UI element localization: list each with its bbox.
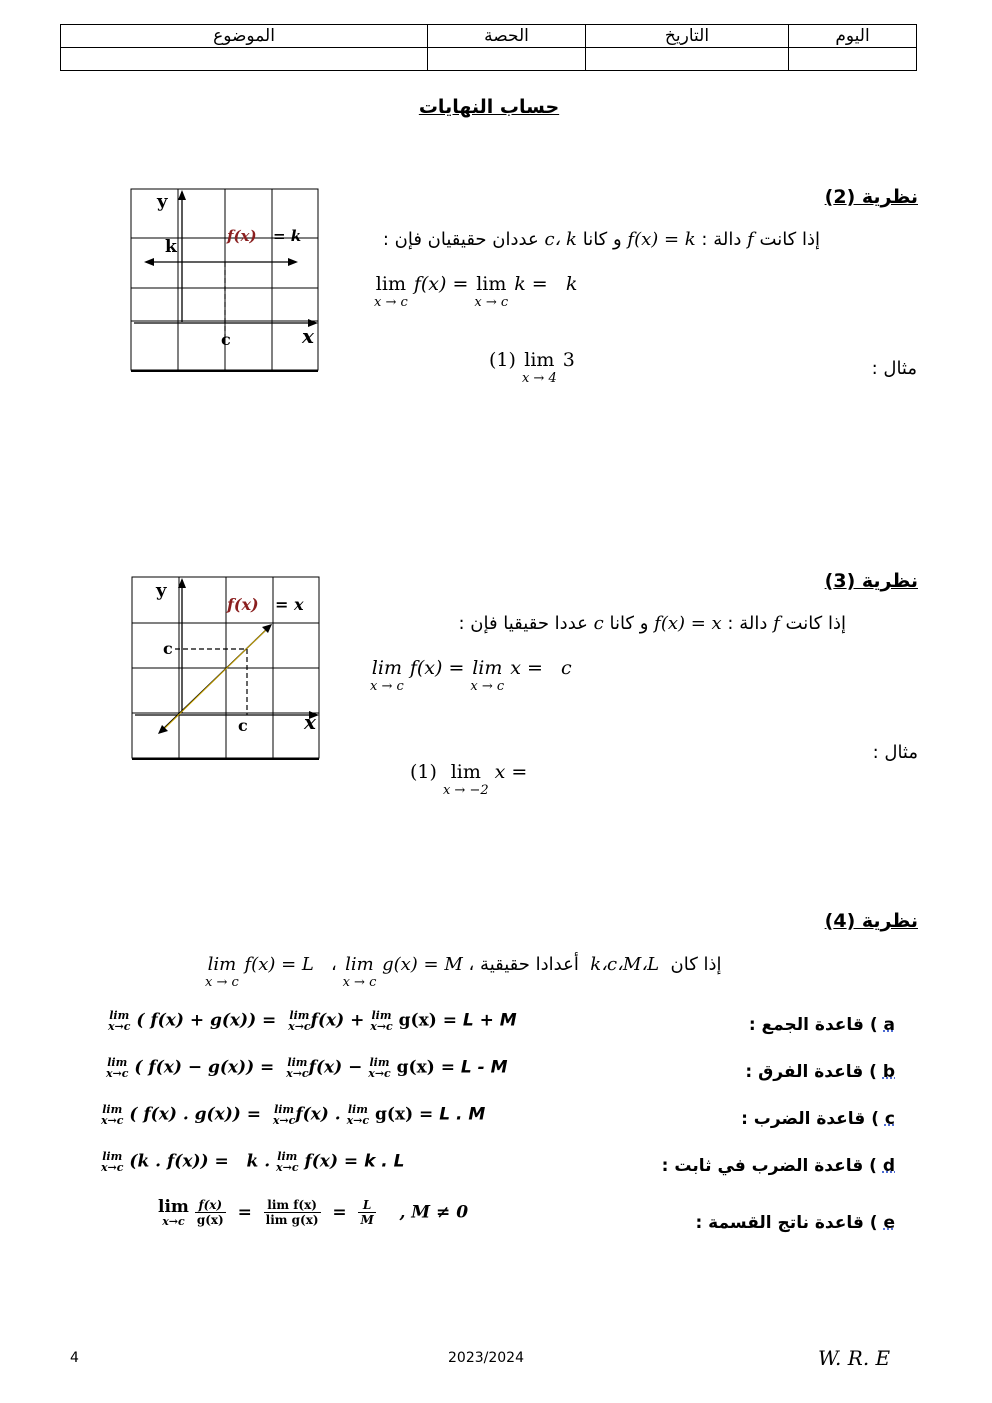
header-table bbox=[60, 24, 917, 71]
rule-c-label: c ) قاعدة الضرب : bbox=[741, 1109, 895, 1129]
footer-year: 2023/2024 bbox=[448, 1350, 524, 1366]
theorem2-statement: إذا كانت f دالة : f(x) = k و كانا c، k عددان حقيقيان فإن : bbox=[382, 229, 820, 250]
theorem2-graph-eq-label: = k bbox=[273, 227, 302, 245]
header-date-value bbox=[586, 48, 789, 71]
theorem3-graph-eq-label: = x bbox=[275, 595, 304, 614]
theorem3-example-label: مثال : bbox=[872, 742, 918, 763]
theorem2-graph-k-label: k bbox=[165, 237, 177, 257]
theorem3-formula: lim x → c f(x) = lim x → c x = c bbox=[370, 657, 572, 694]
theorem2-example: (1) lim x → 4 3 bbox=[489, 349, 575, 386]
header-topic-value bbox=[61, 48, 428, 71]
rule-b-label: b ) قاعدة الفرق : bbox=[745, 1062, 895, 1082]
theorem2-graph-c-label: c bbox=[221, 330, 231, 349]
theorem2-graph bbox=[130, 188, 322, 374]
footer-author: W. R. E bbox=[818, 1346, 891, 1370]
theorem2-graph-fx-label: f(x) bbox=[227, 227, 257, 245]
header-topic: الموضوع bbox=[61, 25, 428, 48]
theorem2-graph-y-label: y bbox=[157, 191, 168, 212]
rule-d-formula: lim x→c (k . f(x)) = k . lim x→c f(x) = k . L bbox=[101, 1150, 405, 1174]
theorem3-example: (1) lim x → −2 x = bbox=[410, 761, 528, 798]
rule-e-formula: lim x→c $\frac{f(x)}{g(x)}$ = $\frac{\text{lim f(x)}}{\text{lim g(x)}}$ = $\frac{L}{M}$ , M ≠ 0 bbox=[158, 1196, 469, 1228]
theorem4-condition: lim x → c f(x) = L ، lim x → c g(x) = M أعدادا حقيقية ، k،c،M،L إذا كان bbox=[205, 954, 722, 990]
rule-b-formula: lim x→c ( f(x) − g(x)) = lim x→c f(x) − lim x→c g(x) = L - M bbox=[106, 1056, 508, 1080]
theorem2-heading: نظرية (2) bbox=[824, 186, 918, 208]
header-session: الحصة bbox=[428, 25, 586, 48]
rule-e-label: e ) قاعدة ناتج القسمة : bbox=[695, 1213, 895, 1233]
theorem2-example-label: مثال : bbox=[871, 358, 917, 379]
theorem3-graph-c1-label: c bbox=[163, 639, 173, 658]
header-date: التاريخ bbox=[586, 25, 789, 48]
page-title: حساب النهايات bbox=[418, 96, 560, 118]
theorem3-graph-x-label: x bbox=[304, 710, 316, 734]
rule-c-formula: lim x→c ( f(x) . g(x)) = lim x→c f(x) . lim x→c g(x) = L . M bbox=[101, 1103, 486, 1127]
rule-d-label: d ) قاعدة الضرب في ثابت : bbox=[661, 1156, 895, 1176]
theorem4-heading: نظرية (4) bbox=[824, 910, 918, 932]
header-day-value bbox=[789, 48, 917, 71]
theorem3-graph bbox=[131, 576, 323, 762]
theorem2-graph-x-label: x bbox=[302, 324, 314, 348]
footer-page-number: 4 bbox=[70, 1350, 79, 1366]
theorem3-graph-c2-label: c bbox=[238, 716, 248, 735]
header-session-value bbox=[428, 48, 586, 71]
rule-a-label: a ) قاعدة الجمع : bbox=[748, 1015, 895, 1035]
theorem3-graph-fx-label: f(x) bbox=[227, 595, 259, 614]
theorem2-formula: lim x → c f(x) = lim x → c k = k bbox=[374, 273, 578, 310]
theorem3-graph-y-label: y bbox=[156, 580, 167, 601]
rule-a-formula: lim x→c ( f(x) + g(x)) = lim x→c f(x) + lim x→c g(x) = L + M bbox=[108, 1009, 517, 1033]
header-day: اليوم bbox=[789, 25, 917, 48]
theorem3-heading: نظرية (3) bbox=[824, 570, 918, 592]
theorem3-statement: إذا كانت f دالة : f(x) = x و كانا c عددا حقيقيا فإن : bbox=[458, 613, 846, 634]
